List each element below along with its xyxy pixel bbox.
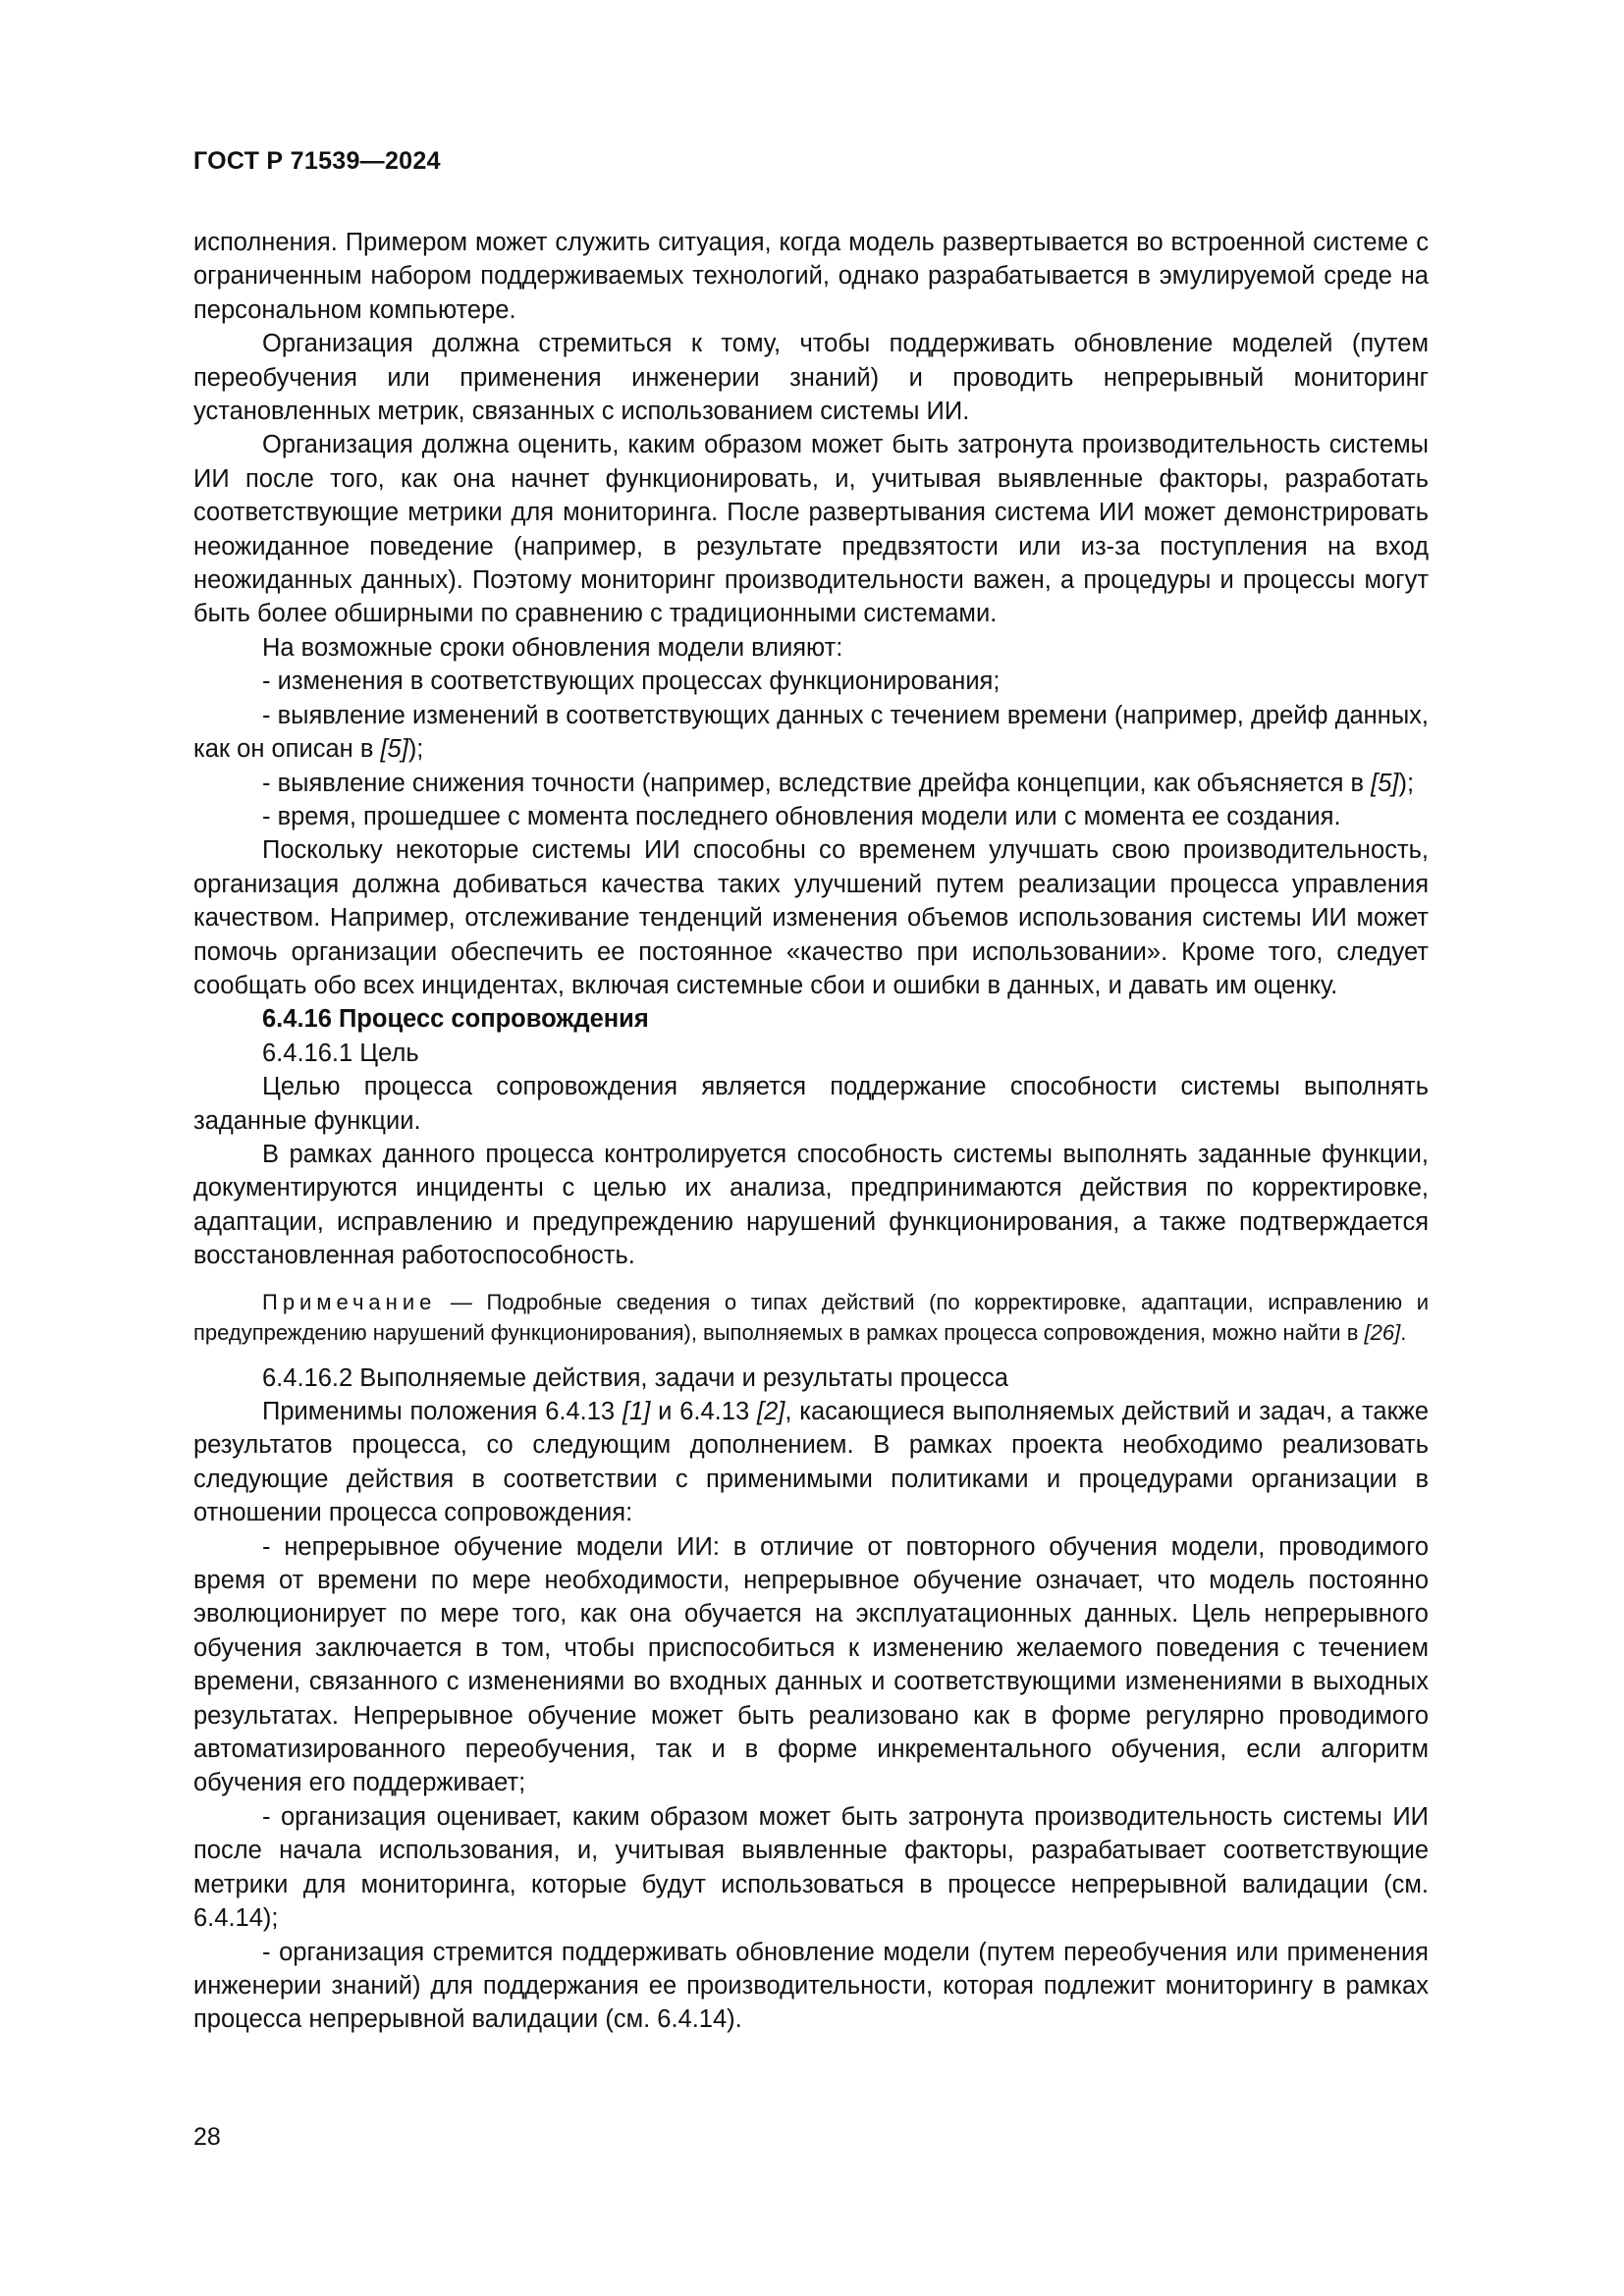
paragraph-continuation: исполнения. Примером может служить ситуация, когда модель развертывается во встроенной системе с ограниченным набором поддерживаемых технологий, однако разрабатывается в эмулируемой среде на персональном компьютере.	[193, 229, 1429, 324]
list-item	[193, 699, 1429, 767]
paragraph-text: , касающиеся выполняемых действий и задач, а также результатов процесса, со следующим дополнением. В рамках проекта необходимо реализовать следующие действия в соответствии с применимыми политиками и процедурами организации в отношении процесса сопровождения:	[193, 1398, 1430, 1527]
paragraph-text: и 6.4.13	[650, 1398, 757, 1425]
paragraph: Поскольку некоторые системы ИИ способны со временем улучшать свою производительность, организация должна добиваться качества таких улучшений путем реализации процесса управления качеством. Например, отслеживание тенденций изменения объемов использования системы ИИ может помочь организации обеспечить ее постоянное «качество при использовании». Кроме того, следует сообщать обо всех инцидентах, включая системные сбои и ошибки в данных, и давать им оценку.	[193, 836, 1429, 999]
list-item-text: );	[1398, 769, 1415, 797]
paragraph-text: Применимы положения 6.4.13	[262, 1398, 623, 1425]
paragraph: В рамках данного процесса контролируется способность системы выполнять заданные функции, документируются инциденты с целью их анализа, предпринимаются действия по корректировке, адаптации, исправлению и предупреждению нарушений функционирования, а также подтверждается восстановленная работоспособность.	[193, 1140, 1429, 1270]
list-item: - непрерывное обучение модели ИИ: в отличие от повторного обучения модели, проводимого время от времени по мере необходимости, непрерывное обучение означает, что модель постоянно эволюционирует по мере того, как она обучается на эксплуатационных данных. Цель непрерывного обучения заключается в том, чтобы приспособиться к изменению желаемого поведения с течением времени, связанного с изменениями во входных данных и соответствующими изменениями в выходных результатах. Непрерывное обучение может быть реализовано как в форме регулярно проводимого автоматизированного переобучения, так и в форме инкрементального обучения, если алгоритм обучения его поддерживает;	[193, 1532, 1429, 1797]
note	[193, 1287, 1429, 1348]
list-item-text: - выявление снижения точности (например, вследствие дрейфа концепции, как объясняется в	[262, 769, 1372, 797]
list-item: - время, прошедшее с момента последнего обновления модели или с момента ее создания.	[262, 802, 1341, 830]
citation-ref: [2]	[756, 1398, 785, 1425]
list-item	[193, 767, 1429, 800]
paragraph: Целью процесса сопровождения является поддержание способности системы выполнять заданные функции.	[193, 1073, 1429, 1135]
document-body	[193, 226, 1429, 2037]
paragraph: На возможные сроки обновления модели влияют:	[262, 633, 843, 662]
section-heading: 6.4.16 Процесс сопровождения	[262, 1005, 649, 1034]
note-text: .	[1400, 1319, 1407, 1345]
citation-ref: [5]	[1371, 769, 1399, 797]
list-item-text: - выявление изменений в соответствующих данных с течением времени (например, дрейф данных, как он описан в	[193, 701, 1429, 764]
subsection-heading: 6.4.16.1 Цель	[262, 1039, 419, 1067]
note-text: — Подробные сведения о типах действий (по корректировке, адаптации, исправлению и предупреждению нарушений функционирования), выполняемых в рамках процесса сопровождения, можно найти в	[193, 1289, 1429, 1345]
citation-ref: [1]	[622, 1398, 651, 1425]
paragraph: Организация должна оценить, каким образом может быть затронута производительность системы ИИ после того, как она начнет функционировать, и, учитывая выявленные факторы, разработать соответствующие метрики для мониторинга. После развертывания система ИИ может демонстрировать неожиданное поведение (например, в результате предвзятости или из-за поступления на вход неожиданных данных). Поэтому мониторинг производительности важен, а процедуры и процессы могут быть более обширными по сравнению с традиционными системами.	[193, 431, 1429, 628]
paragraph: Организация должна стремиться к тому, чтобы поддерживать обновление моделей (путем переобучения или применения инженерии знаний) и проводить непрерывный мониторинг установленных метрик, связанных с использованием системы ИИ.	[193, 330, 1429, 426]
list-item: - изменения в соответствующих процессах функционирования;	[262, 667, 1001, 696]
citation-ref: [26]	[1364, 1319, 1401, 1345]
page-number: 28	[193, 2123, 221, 2151]
list-item: - организация стремится поддерживать обновление модели (путем переобучения или применения инженерии знаний) для поддержания ее производительности, которая подлежит мониторингу в рамках процесса непрерывной валидации (см. 6.4.14).	[193, 1938, 1429, 2034]
document-header: ГОСТ Р 71539—2024	[193, 147, 441, 175]
subsection-heading: 6.4.16.2 Выполняемые действия, задачи и результаты процесса	[262, 1363, 1008, 1392]
note-label: Примечание	[262, 1289, 437, 1314]
list-item-text: );	[407, 735, 424, 764]
paragraph	[193, 1395, 1429, 1530]
list-item: - организация оценивает, каким образом может быть затронута производительность системы ИИ после начала использования, и, учитывая выявленные факторы, разрабатывает соответствующие метрики для мониторинга, которые будут использоваться в процессе непрерывной валидации (см. 6.4.14);	[193, 1802, 1429, 1933]
citation-ref: [5]	[380, 735, 408, 764]
